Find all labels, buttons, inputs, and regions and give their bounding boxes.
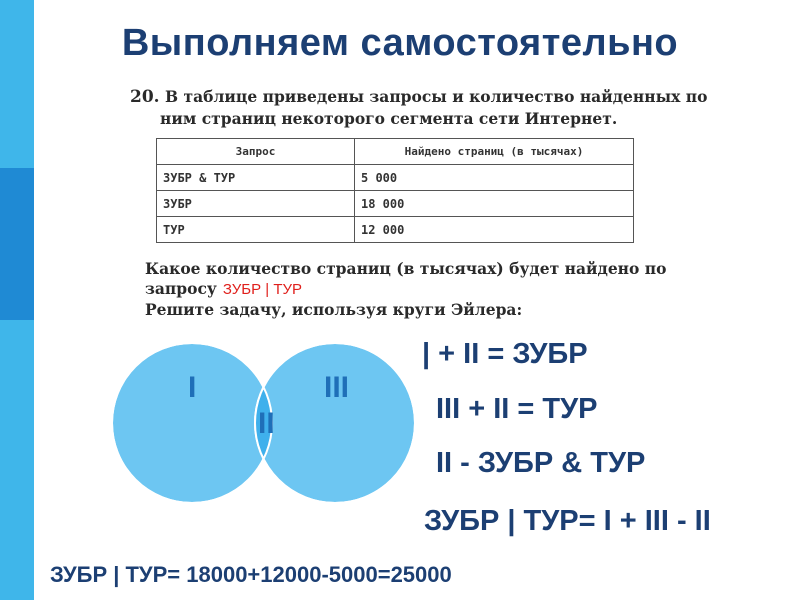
equation-2: III + II = ТУР xyxy=(436,393,598,425)
question-line-1: Какое количество страниц (в тысячах) будет найдено по xyxy=(145,259,667,278)
euler-circles xyxy=(110,330,430,520)
task-line-1: В таблице приведены запросы и количество найденных по xyxy=(164,87,708,106)
table-row xyxy=(157,217,634,243)
question-prefix: запросу xyxy=(145,279,217,298)
table-header: Найдено страниц (в тысячах) xyxy=(355,139,634,165)
task-text xyxy=(130,86,770,129)
table-cell: 18 000 xyxy=(355,191,634,217)
question-text xyxy=(145,259,745,320)
table-cell: ЗУБР & ТУР xyxy=(157,165,355,191)
table-cell: 12 000 xyxy=(355,217,634,243)
question-line-2 xyxy=(145,279,745,300)
table-row xyxy=(157,165,634,191)
table-cell: ТУР xyxy=(157,217,355,243)
queries-table xyxy=(156,138,634,243)
table-header: Запрос xyxy=(157,139,355,165)
equation-1: | + II = ЗУБР xyxy=(422,338,588,370)
task-number: 20. xyxy=(130,87,160,107)
task-line-2: ним страниц некоторого сегмента сети Интернет. xyxy=(160,109,618,128)
side-bar-accent xyxy=(0,168,34,320)
equation-3: II - ЗУБР & ТУР xyxy=(436,447,646,479)
slide-title: Выполняем самостоятельно xyxy=(121,22,679,64)
query-highlight: ЗУБР | ТУР xyxy=(222,281,303,298)
table-cell: ЗУБР xyxy=(157,191,355,217)
final-answer: ЗУБР | ТУР= 18000+12000-5000=25000 xyxy=(50,562,452,587)
region-label-3: III xyxy=(324,371,350,404)
table-row xyxy=(157,191,634,217)
table-header-row xyxy=(157,139,634,165)
equation-4: ЗУБР | ТУР= I + III - II xyxy=(424,505,711,537)
table-cell: 5 000 xyxy=(355,165,634,191)
region-label-1: I xyxy=(188,371,197,404)
question-line-3: Решите задачу, используя круги Эйлера: xyxy=(145,300,523,319)
region-label-2: II xyxy=(258,407,275,440)
